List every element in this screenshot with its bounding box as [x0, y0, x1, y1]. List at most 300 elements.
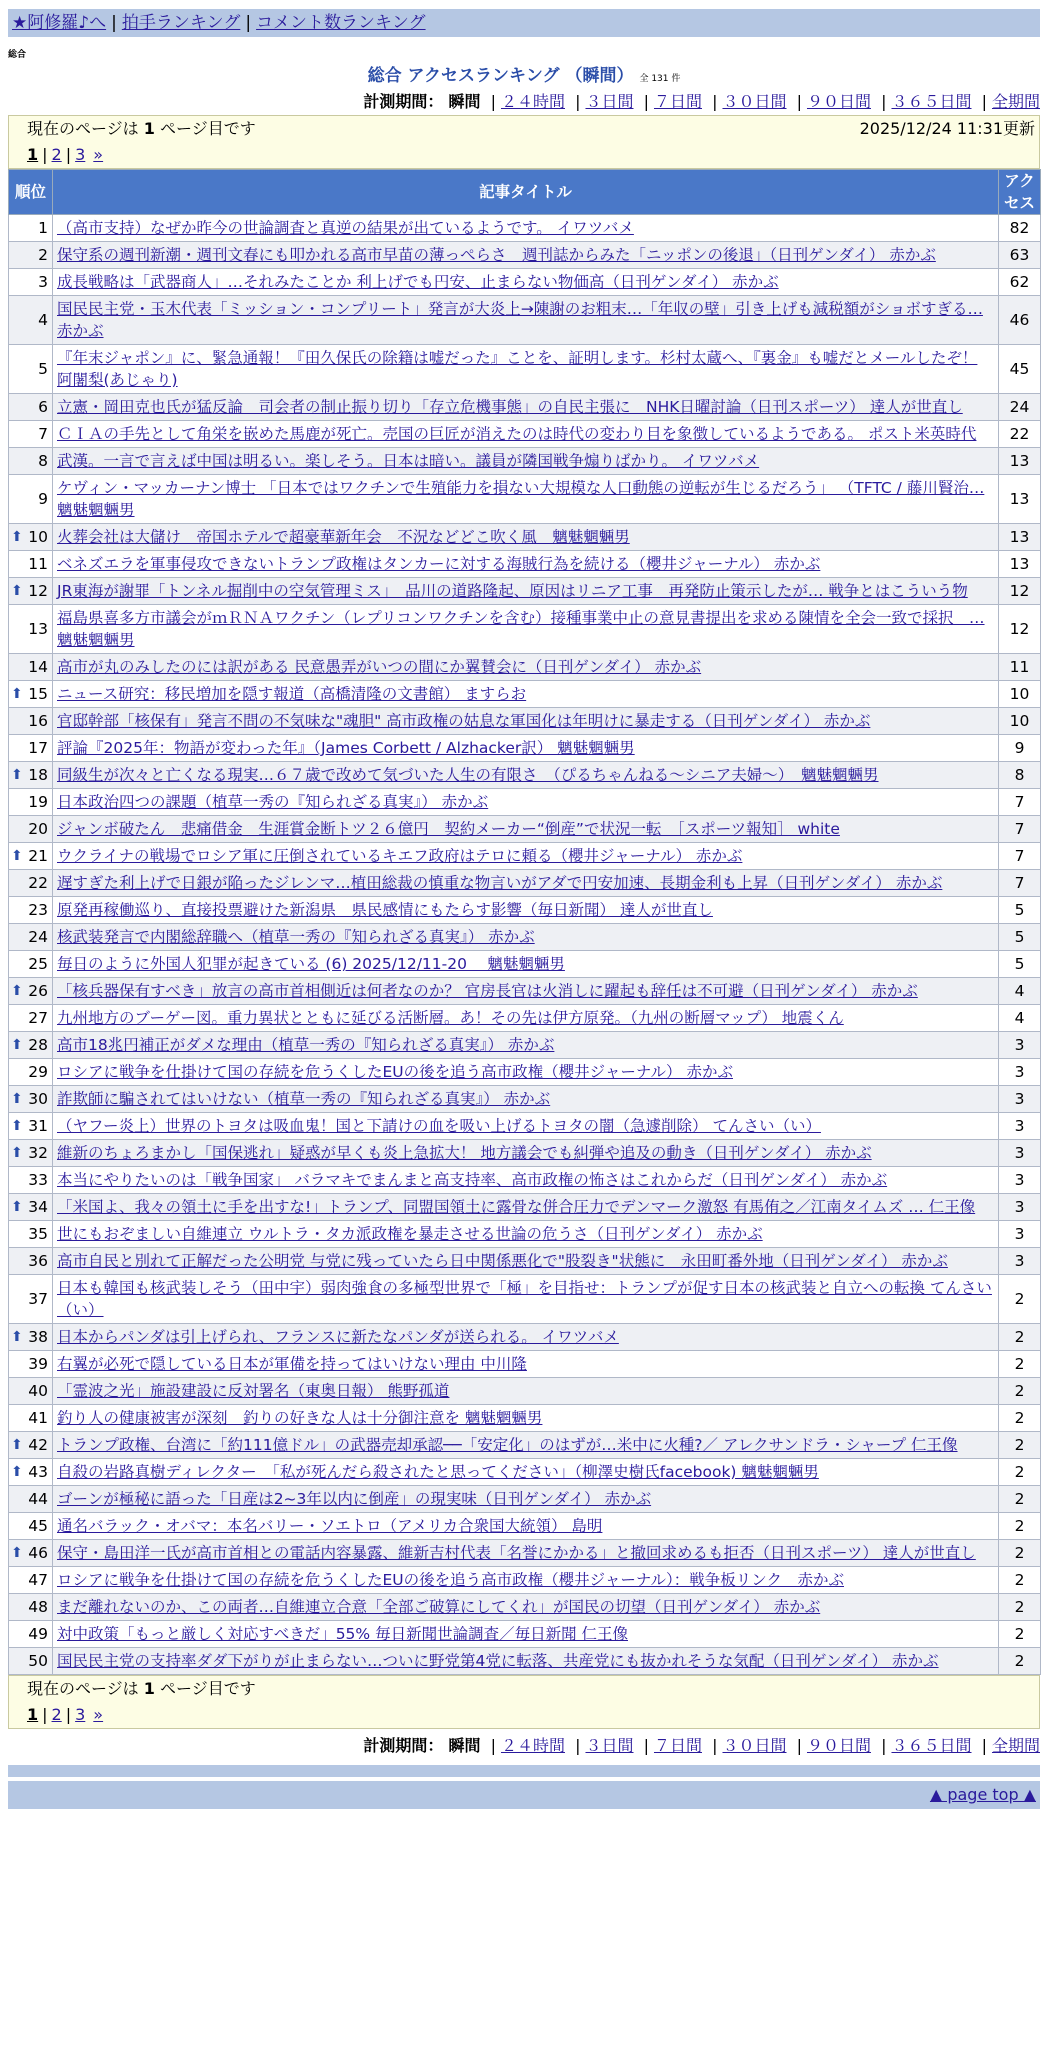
- up-arrow-icon: ⬆: [11, 1145, 23, 1161]
- access-count: 5: [999, 897, 1041, 924]
- access-count: 13: [999, 448, 1041, 475]
- rank-number: 7: [38, 425, 48, 443]
- article-link[interactable]: 成長戦略は「武器商人」…それみたことか 利上げでも円安、止まらない物価高（日刊ゲンダイ） 赤かぶ: [57, 273, 779, 291]
- access-count: 5: [999, 951, 1041, 978]
- period-option-90d[interactable]: ９０日間: [806, 92, 871, 111]
- table-row: [9, 843, 1041, 870]
- access-count: 45: [999, 345, 1041, 394]
- rank-number: 29: [28, 1063, 48, 1081]
- article-link[interactable]: 本当にやりたいのは「戦争国家」 バラマキでまんまと高支持率、高市政権の怖さはこれからだ（日刊ゲンダイ） 赤かぶ: [57, 1171, 888, 1189]
- rank-cell: [9, 215, 53, 242]
- rank-cell: [9, 1113, 53, 1140]
- article-link[interactable]: 釣り人の健康被害が深刻 釣りの好きな人は十分御注意を 魑魅魍魎男: [57, 1409, 543, 1427]
- access-count: 3: [999, 1059, 1041, 1086]
- page-top-link[interactable]: ▲ page top ▲: [929, 1785, 1036, 1804]
- rank-number: 32: [28, 1144, 48, 1162]
- table-row: [9, 789, 1041, 816]
- title-cell: [53, 1086, 999, 1113]
- rank-number: 18: [28, 766, 48, 784]
- rank-cell: [9, 1324, 53, 1351]
- rank-cell: [9, 816, 53, 843]
- title-cell: [53, 654, 999, 681]
- nav-link-asyura[interactable]: ★阿修羅♪へ: [12, 13, 107, 33]
- title-cell: [53, 789, 999, 816]
- rank-number: 16: [28, 712, 48, 730]
- pager-bottom: 1 | 2 | 3 »: [27, 1705, 104, 1724]
- period-option-3d-bottom[interactable]: ３日間: [585, 1736, 634, 1755]
- table-row: [9, 1378, 1041, 1405]
- page-title-text: 総合 アクセスランキング （瞬間）: [367, 66, 634, 86]
- article-link[interactable]: ゴーンが極秘に語った「日産は2~3年以内に倒産」の現実味（日刊ゲンダイ） 赤かぶ: [57, 1490, 652, 1508]
- rank-number: 48: [28, 1598, 48, 1616]
- up-arrow-icon: ⬆: [11, 1545, 23, 1561]
- access-count: 7: [999, 843, 1041, 870]
- nav-link-comment-ranking[interactable]: コメント数ランキング: [256, 13, 426, 33]
- ranking-body: [9, 215, 1041, 1675]
- page-indicator-bottom: 現在のページは 1 ページ目です: [27, 1679, 256, 1698]
- rank-number: 5: [38, 360, 48, 378]
- title-cell: [53, 1194, 999, 1221]
- page-indicator: 現在のページは 1 ページ目です: [27, 119, 256, 138]
- title-cell: [53, 578, 999, 605]
- rank-cell: [9, 654, 53, 681]
- access-count: 2: [999, 1324, 1041, 1351]
- rank-number: 4: [38, 311, 48, 329]
- period-option-90d-bottom[interactable]: ９０日間: [806, 1736, 871, 1755]
- table-row: [9, 735, 1041, 762]
- access-count: 62: [999, 269, 1041, 296]
- table-row: [9, 1086, 1041, 1113]
- table-row: [9, 924, 1041, 951]
- rank-number: 34: [28, 1198, 48, 1216]
- table-row: [9, 1513, 1041, 1540]
- rank-cell: [9, 1167, 53, 1194]
- footer-divider: [8, 1765, 1040, 1777]
- article-link[interactable]: 「霊波之光」施設建設に反対署名（東奥日報） 熊野孤道: [57, 1382, 450, 1400]
- access-count: 12: [999, 578, 1041, 605]
- rank-cell: [9, 1432, 53, 1459]
- article-link[interactable]: 武漢。一言で言えば中国は明るい。楽しそう。日本は暗い。議員が隣国戦争煽りばかり。 イワツバメ: [57, 452, 760, 470]
- access-count: 63: [999, 242, 1041, 269]
- table-row: [9, 605, 1041, 654]
- table-row: [9, 421, 1041, 448]
- period-option-365d-bottom[interactable]: ３６５日間: [891, 1736, 972, 1755]
- article-link[interactable]: 同級生が次々と亡くなる現実…６７歳で改めて気づいた人生の有限さ （ぴるちゃんねる～シニア夫婦～） 魑魅魍魎男: [57, 766, 879, 784]
- pager-page-3[interactable]: 3: [75, 145, 86, 164]
- rank-cell: [9, 1378, 53, 1405]
- up-arrow-icon: ⬆: [11, 1464, 23, 1480]
- table-row: [9, 762, 1041, 789]
- rank-cell: [9, 1086, 53, 1113]
- rank-number: 12: [28, 582, 48, 600]
- table-row: [9, 475, 1041, 524]
- period-label-bottom: 計測期間：: [363, 1736, 444, 1755]
- pager-top: 1 | 2 | 3 »: [27, 145, 104, 164]
- rank-number: 3: [38, 273, 48, 291]
- table-row: [9, 551, 1041, 578]
- title-cell: [53, 681, 999, 708]
- article-link[interactable]: 官邸幹部「核保有」発言不問の不気味な"魂胆" 高市政権の姑息な軍国化は年明けに暴走する（日刊ゲンダイ） 赤かぶ: [57, 712, 871, 730]
- footer-bar: [8, 1781, 1040, 1809]
- rank-number: 15: [28, 685, 48, 703]
- period-option-365d[interactable]: ３６５日間: [891, 92, 972, 111]
- rank-cell: [9, 296, 53, 345]
- up-arrow-icon: ⬆: [11, 1437, 23, 1453]
- table-row: [9, 1059, 1041, 1086]
- rank-cell: [9, 475, 53, 524]
- access-count: 10: [999, 708, 1041, 735]
- article-link[interactable]: ケヴィン・マッカーナン博士 「日本ではワクチンで生殖能力を損ない大規模な人口動態の逆転が生じるだろう」 （TFTC / 藤川賢治… 魑魅魍魎男: [57, 479, 985, 519]
- article-link[interactable]: 保守系の週刊新潮・週刊文春にも叩かれる高市早苗の薄っぺらさ 週刊誌からみた「ニッポンの後退」（日刊ゲンダイ） 赤かぶ: [57, 246, 936, 264]
- title-cell: [53, 1140, 999, 1167]
- period-option-30d[interactable]: ３０日間: [722, 92, 787, 111]
- access-count: 8: [999, 762, 1041, 789]
- table-row: [9, 978, 1041, 1005]
- rank-cell: [9, 762, 53, 789]
- period-option-24h-bottom[interactable]: ２４時間: [500, 1736, 565, 1755]
- period-option-7d-bottom[interactable]: ７日間: [653, 1736, 702, 1755]
- ranking-table: [8, 169, 1041, 1675]
- title-cell: [53, 951, 999, 978]
- article-link[interactable]: 高市自民と別れて正解だった公明党 与党に残っていたら日中関係悪化で"股裂き"状態に 永田町番外地（日刊ゲンダイ） 赤かぶ: [57, 1252, 948, 1270]
- rank-number: 37: [28, 1290, 48, 1308]
- up-arrow-icon: ⬆: [11, 1037, 23, 1053]
- table-row: [9, 1648, 1041, 1675]
- article-link[interactable]: 国民民主党の支持率ダダ下がりが止まらない…ついに野党第4党に転落、共産党にも抜かれそうな気配（日刊ゲンダイ） 赤かぶ: [57, 1652, 939, 1670]
- access-count: 2: [999, 1621, 1041, 1648]
- title-cell: [53, 1324, 999, 1351]
- access-count: 22: [999, 421, 1041, 448]
- access-count: 4: [999, 1005, 1041, 1032]
- pager-current-bottom: 1: [27, 1705, 39, 1724]
- table-row: [9, 897, 1041, 924]
- period-option-7d[interactable]: ７日間: [653, 92, 702, 111]
- access-count: 13: [999, 475, 1041, 524]
- title-cell: [53, 1405, 999, 1432]
- rank-number: 24: [28, 928, 48, 946]
- access-count: 7: [999, 789, 1041, 816]
- access-count: 24: [999, 394, 1041, 421]
- rank-cell: [9, 1621, 53, 1648]
- rank-number: 13: [28, 620, 48, 638]
- article-link[interactable]: 核武装発言で内閣総辞職へ（植草一秀の『知られざる真実』） 赤かぶ: [57, 928, 535, 946]
- rank-number: 20: [28, 820, 48, 838]
- rank-cell: [9, 789, 53, 816]
- access-count: 10: [999, 681, 1041, 708]
- article-link[interactable]: 国民民主党・玉木代表「ミッション・コンプリート」発言が大炎上→陳謝のお粗末…「年収の壁」引き上げも減税額がショボすぎる… 赤かぶ: [57, 300, 983, 340]
- rank-number: 30: [28, 1090, 48, 1108]
- rank-number: 38: [28, 1328, 48, 1346]
- title-cell: [53, 421, 999, 448]
- title-cell: [53, 269, 999, 296]
- rank-number: 14: [28, 658, 48, 676]
- title-cell: [53, 345, 999, 394]
- pager-next-bottom[interactable]: »: [93, 1705, 104, 1724]
- article-link[interactable]: 「核兵器保有すべき」放言の高市首相側近は何者なのか？ 官房長官は火消しに躍起も辞任は不可避（日刊ゲンダイ） 赤かぶ: [57, 982, 918, 1000]
- article-link[interactable]: 「米国よ、我々の領土に手を出すな!」トランプ、同盟国領土に露骨な併合圧力でデンマーク激怒 有馬侑之／江南タイムズ … 仁王像: [57, 1198, 976, 1216]
- title-cell: [53, 215, 999, 242]
- title-cell: [53, 1486, 999, 1513]
- period-option-3d[interactable]: ３日間: [585, 92, 634, 111]
- article-link[interactable]: 原発再稼働巡り、直接投票避けた新潟県 県民感情にもたらす影響（毎日新聞） 達人が世直し: [57, 901, 713, 919]
- title-cell: [53, 762, 999, 789]
- pager-page-3-bottom[interactable]: 3: [75, 1705, 86, 1724]
- up-arrow-icon: ⬆: [11, 983, 23, 999]
- title-cell: [53, 475, 999, 524]
- article-link[interactable]: 日本も韓国も核武装しそう（田中宇）弱肉強食の多極型世界で「極」を目指せ：トランプが促す日本の核武装と自立への転換 てんさい（い）: [57, 1279, 992, 1319]
- article-link[interactable]: 日本からパンダは引上げられ、フランスに新たなパンダが送られる。 イワツバメ: [57, 1328, 619, 1346]
- article-link[interactable]: 世にもおぞましい自維連立 ウルトラ・タカ派政権を暴走させる世論の危うさ（日刊ゲンダイ） 赤かぶ: [57, 1225, 763, 1243]
- rank-cell: [9, 735, 53, 762]
- rank-number: 9: [38, 490, 48, 508]
- rank-cell: [9, 394, 53, 421]
- table-row: [9, 524, 1041, 551]
- rank-cell: [9, 421, 53, 448]
- up-arrow-icon: ⬆: [11, 686, 23, 702]
- table-row: [9, 1459, 1041, 1486]
- nav-link-clap-ranking[interactable]: 拍手ランキング: [121, 13, 241, 33]
- up-arrow-icon: ⬆: [11, 1329, 23, 1345]
- table-row: [9, 1540, 1041, 1567]
- title-cell: [53, 1059, 999, 1086]
- access-count: 11: [999, 654, 1041, 681]
- table-row: [9, 1194, 1041, 1221]
- rank-number: 28: [28, 1036, 48, 1054]
- access-count: 3: [999, 1140, 1041, 1167]
- rank-number: 17: [28, 739, 48, 757]
- rank-cell: [9, 1275, 53, 1324]
- title-cell: [53, 1248, 999, 1275]
- title-cell: [53, 448, 999, 475]
- access-count: 5: [999, 924, 1041, 951]
- article-link[interactable]: 立憲・岡田克也氏が猛反論 司会者の制止振り切り「存立危機事態」の自民主張に NHK日曜討論（日刊スポーツ） 達人が世直し: [57, 398, 963, 416]
- title-cell: [53, 870, 999, 897]
- rank-number: 1: [38, 219, 48, 237]
- rank-cell: [9, 681, 53, 708]
- rank-number: 2: [38, 246, 48, 264]
- table-row: [9, 1621, 1041, 1648]
- title-cell: [53, 1032, 999, 1059]
- rank-cell: [9, 345, 53, 394]
- up-arrow-icon: ⬆: [11, 529, 23, 545]
- updated-timestamp: 2025/12/24 11:31更新: [859, 119, 1035, 138]
- article-link[interactable]: 自殺の岩路真樹ディレクター 「私が死んだら殺されたと思ってください」（柳澤史樹氏facebook) 魑魅魍魎男: [57, 1463, 819, 1481]
- rank-number: 10: [28, 528, 48, 546]
- rank-number: 50: [28, 1652, 48, 1670]
- title-cell: [53, 394, 999, 421]
- rank-number: 47: [28, 1571, 48, 1589]
- access-count: 2: [999, 1351, 1041, 1378]
- rank-number: 31: [28, 1117, 48, 1135]
- title-cell: [53, 1567, 999, 1594]
- rank-number: 25: [28, 955, 48, 973]
- rank-cell: [9, 1059, 53, 1086]
- title-cell: [53, 1621, 999, 1648]
- rank-cell: [9, 1248, 53, 1275]
- pager-current: 1: [27, 145, 39, 164]
- rank-cell: [9, 269, 53, 296]
- category-tag: 総合: [8, 50, 27, 60]
- rank-number: 26: [28, 982, 48, 1000]
- rank-cell: [9, 1140, 53, 1167]
- table-row: [9, 1005, 1041, 1032]
- rank-cell: [9, 578, 53, 605]
- article-link[interactable]: （高市支持）なぜか昨今の世論調査と真逆の結果が出ているようです。 イワツバメ: [57, 219, 634, 237]
- rank-cell: [9, 1513, 53, 1540]
- article-link[interactable]: 『年末ジャポン』に、緊急通報！『田久保氏の除籍は嘘だった』ことを、証明します。杉村太蔵へ、『裏金』も嘘だとメールしたぞ！ 阿闍梨(あじゃり): [57, 349, 978, 389]
- rank-cell: [9, 551, 53, 578]
- header-access: アクセス: [999, 170, 1041, 215]
- rank-number: 44: [28, 1490, 48, 1508]
- rank-number: 45: [28, 1517, 48, 1535]
- access-count: 3: [999, 1221, 1041, 1248]
- pager-page-2-bottom[interactable]: 2: [51, 1705, 62, 1724]
- rank-cell: [9, 1405, 53, 1432]
- pager-next[interactable]: »: [93, 145, 104, 164]
- article-link[interactable]: 右翼が必死で隠している日本が軍備を持ってはいけない理由 中川隆: [57, 1355, 527, 1373]
- up-arrow-icon: ⬆: [11, 848, 23, 864]
- title-cell: [53, 1459, 999, 1486]
- article-link[interactable]: 福島県喜多方市議会がｍＲＮＡワクチン（レプリコンワクチンを含む）接種事業中止の意見書提出を求める陳情を全会一致で採択 … 魑魅魍魎男: [57, 609, 985, 649]
- rank-number: 40: [28, 1382, 48, 1400]
- title-cell: [53, 242, 999, 269]
- period-current: 瞬間: [448, 92, 481, 111]
- table-row: [9, 1567, 1041, 1594]
- article-link[interactable]: ベネズエラを軍事侵攻できないトランプ政権はタンカーに対する海賊行為を続ける（櫻井ジャーナル） 赤かぶ: [57, 555, 821, 573]
- article-link[interactable]: ジャンボ破たん 悲痛借金 生涯賞金断トツ２６億円 契約メーカー“倒産”で状況一転 ［スポーツ報知］ white: [57, 820, 840, 838]
- title-cell: [53, 1513, 999, 1540]
- article-link[interactable]: 火葬会社は大儲け 帝国ホテルで超豪華新年会 不況などどこ吹く風 魑魅魍魎男: [57, 528, 630, 546]
- article-link[interactable]: ニュース研究：移民増加を隠す報道（高橋清隆の文書館） ますらお: [57, 685, 527, 703]
- table-row: [9, 870, 1041, 897]
- page-title: [8, 63, 1040, 89]
- rank-cell: [9, 870, 53, 897]
- article-link[interactable]: 対中政策「もっと厳しく対応すべきだ」55% 毎日新聞世論調査／毎日新聞 仁王像: [57, 1625, 628, 1643]
- table-row: [9, 1432, 1041, 1459]
- title-cell: [53, 735, 999, 762]
- rank-cell: [9, 843, 53, 870]
- rank-number: 21: [28, 847, 48, 865]
- article-link[interactable]: 通名バラック・オバマ：本名バリー・ソエトロ（アメリカ合衆国大統領） 島明: [57, 1517, 603, 1535]
- rank-cell: [9, 605, 53, 654]
- article-link[interactable]: JR東海が謝罪「トンネル掘削中の空気管理ミス」 品川の道路隆起、原因はリニア工事 再発防止策示したが… 戦争とはこういう物: [57, 582, 968, 600]
- title-cell: [53, 605, 999, 654]
- title-cell: [53, 1221, 999, 1248]
- access-count: 3: [999, 1032, 1041, 1059]
- article-link[interactable]: ＣＩＡの手先として角栄を嵌めた馬鹿が死亡。売国の巨匠が消えたのは時代の変わり目を象徴しているようである。 ポスト米英時代: [57, 425, 977, 443]
- article-link[interactable]: 遅すぎた利上げで日銀が陥ったジレンマ…植田総裁の慎重な物言いがアダで円安加速、長期金利も上昇（日刊ゲンダイ） 赤かぶ: [57, 874, 943, 892]
- rank-cell: [9, 242, 53, 269]
- table-row: [9, 1113, 1041, 1140]
- article-link[interactable]: まだ離れないのか、この両者…自維連立合意「全部ご破算にしてくれ」が国民の切望（日刊ゲンダイ） 赤かぶ: [57, 1598, 821, 1616]
- access-count: 2: [999, 1513, 1041, 1540]
- access-count: 3: [999, 1086, 1041, 1113]
- article-link[interactable]: ロシアに戦争を仕掛けて国の存続を危うくしたEUの後を追う高市政権（櫻井ジャーナル）：戦争板リンク 赤かぶ: [57, 1571, 844, 1589]
- rank-number: 27: [28, 1009, 48, 1027]
- rank-number: 42: [28, 1436, 48, 1454]
- access-count: 2: [999, 1405, 1041, 1432]
- table-row: [9, 951, 1041, 978]
- article-link[interactable]: 高市が丸のみしたのには訳がある 民意愚弄がいつの間にか翼賛会に（日刊ゲンダイ） 赤かぶ: [57, 658, 702, 676]
- title-cell: [53, 1275, 999, 1324]
- article-link[interactable]: （ヤフー炎上）世界のトヨタは吸血鬼！国と下請けの血を吸い上げるトヨタの闇（急遽削除） てんさい（い）: [57, 1117, 821, 1135]
- rank-cell: [9, 978, 53, 1005]
- table-row: [9, 1405, 1041, 1432]
- period-option-30d-bottom[interactable]: ３０日間: [722, 1736, 787, 1755]
- title-cell: [53, 1167, 999, 1194]
- table-row: [9, 1140, 1041, 1167]
- header-title: 記事タイトル: [53, 170, 999, 215]
- access-count: 13: [999, 551, 1041, 578]
- rank-cell: [9, 1594, 53, 1621]
- access-count: 3: [999, 1167, 1041, 1194]
- rank-number: 33: [28, 1171, 48, 1189]
- rank-number: 39: [28, 1355, 48, 1373]
- rank-cell: [9, 1032, 53, 1059]
- access-count: 9: [999, 735, 1041, 762]
- article-link[interactable]: 保守・島田洋一氏が高市首相との電話内容暴露、維新吉村代表「名誉にかかる」と撤回求めるも拒否（日刊スポーツ） 達人が世直し: [57, 1544, 976, 1562]
- rank-number: 49: [28, 1625, 48, 1643]
- table-row: [9, 816, 1041, 843]
- access-count: 7: [999, 816, 1041, 843]
- header-rank: 順位: [9, 170, 53, 215]
- table-row: [9, 654, 1041, 681]
- access-count: 2: [999, 1648, 1041, 1675]
- rank-cell: [9, 1459, 53, 1486]
- access-count: 82: [999, 215, 1041, 242]
- up-arrow-icon: ⬆: [11, 1091, 23, 1107]
- rank-number: 19: [28, 793, 48, 811]
- access-count: 2: [999, 1486, 1041, 1513]
- article-link[interactable]: トランプ政権、台湾に「約111億ドル」の武器売却承認──「安定化」のはずが…米中に火種?／ アレクサンドラ・シャープ 仁王像: [57, 1436, 958, 1454]
- article-link[interactable]: ロシアに戦争を仕掛けて国の存続を危うくしたEUの後を追う高市政権（櫻井ジャーナル） 赤かぶ: [57, 1063, 733, 1081]
- title-cell: [53, 1432, 999, 1459]
- rank-number: 41: [28, 1409, 48, 1427]
- article-link[interactable]: 高市18兆円補正がダメな理由（植草一秀の『知られざる真実』） 赤かぶ: [57, 1036, 555, 1054]
- article-link[interactable]: 詐欺師に騙されてはいけない（植草一秀の『知られざる真実』） 赤かぶ: [57, 1090, 551, 1108]
- article-link[interactable]: 評論『2025年：物語が変わった年』（James Corbett / Alzhacker訳） 魑魅魍魎男: [57, 739, 635, 757]
- title-cell: [53, 524, 999, 551]
- table-row: [9, 394, 1041, 421]
- access-count: 2: [999, 1275, 1041, 1324]
- access-count: 46: [999, 296, 1041, 345]
- rank-cell: [9, 524, 53, 551]
- title-cell: [53, 816, 999, 843]
- rank-number: 8: [38, 452, 48, 470]
- article-link[interactable]: 九州地方のブーゲー図。重力異状とともに延びる活断層。あ！その先は伊方原発。（九州の断層マップ） 地震くん: [57, 1009, 844, 1027]
- up-arrow-icon: ⬆: [11, 767, 23, 783]
- rank-cell: [9, 448, 53, 475]
- table-row: [9, 1167, 1041, 1194]
- period-option-all-bottom[interactable]: 全期間: [991, 1736, 1040, 1755]
- page-info-top: [8, 115, 1040, 169]
- table-row: [9, 215, 1041, 242]
- period-option-24h[interactable]: ２４時間: [500, 92, 565, 111]
- period-option-all[interactable]: 全期間: [991, 92, 1040, 111]
- pager-page-2[interactable]: 2: [51, 145, 62, 164]
- table-row: [9, 1032, 1041, 1059]
- access-count: 2: [999, 1594, 1041, 1621]
- title-cell: [53, 708, 999, 735]
- article-link[interactable]: ウクライナの戦場でロシア軍に圧倒されているキエフ政府はテロに頼る（櫻井ジャーナル） 赤かぶ: [57, 847, 743, 865]
- article-link[interactable]: 維新のちょろまかし「国保逃れ」疑惑が早くも炎上急拡大！ 地方議会でも糾弾や追及の動き（日刊ゲンダイ） 赤かぶ: [57, 1144, 872, 1162]
- rank-number: 36: [28, 1252, 48, 1270]
- article-link[interactable]: 日本政治四つの課題（植草一秀の『知られざる真実』） 赤かぶ: [57, 793, 489, 811]
- total-count: 全 131 件: [639, 74, 681, 84]
- title-cell: [53, 897, 999, 924]
- rank-cell: [9, 924, 53, 951]
- article-link[interactable]: 毎日のように外国人犯罪が起きている (6) 2025/12/11-20 魑魅魍魎男: [57, 955, 565, 973]
